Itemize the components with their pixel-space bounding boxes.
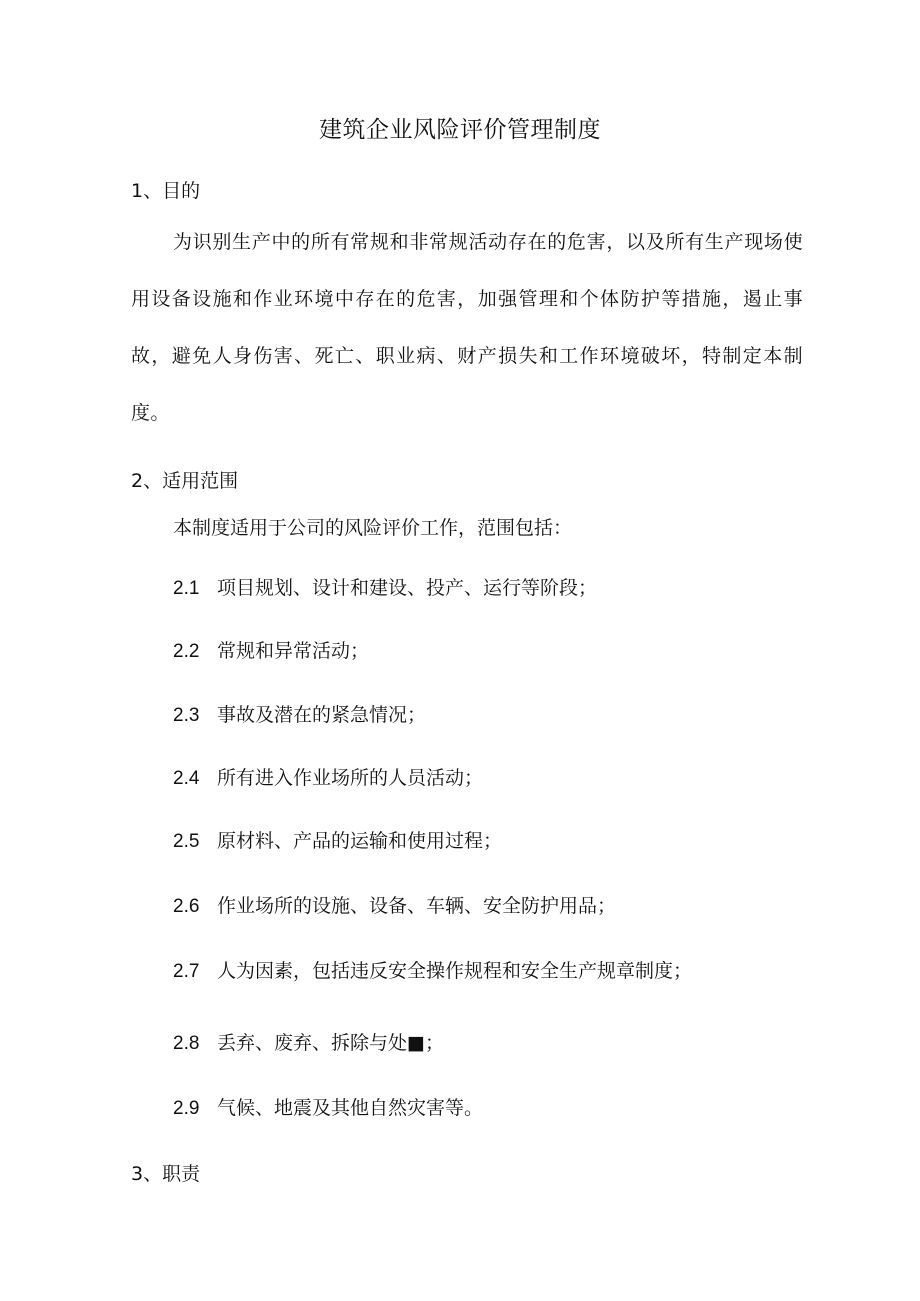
scope-item-text: 丢弃、废弃、拆除与处■； (217, 1032, 444, 1054)
scope-item (173, 637, 369, 666)
scope-item-number: 2.3 (173, 705, 200, 726)
scope-intro: 本制度适用于公司的风险评价工作，范围包括： (173, 517, 573, 539)
scope-item-number: 2.1 (173, 578, 200, 599)
section-heading-purpose: 1、目的 (131, 180, 201, 202)
section-heading-responsibilities: 3、职责 (131, 1163, 201, 1185)
scope-item-number: 2.6 (173, 896, 200, 917)
scope-item (173, 701, 426, 730)
scope-item (173, 957, 692, 986)
scope-item-number: 2.2 (173, 641, 200, 662)
scope-item-number: 2.8 (173, 1033, 200, 1054)
document-title: 建筑企业风险评价管理制度 (319, 117, 601, 143)
scope-item-text: 气候、地震及其他自然灾害等。 (217, 1097, 484, 1119)
scope-item-number: 2.9 (173, 1098, 200, 1119)
scope-item (173, 764, 483, 793)
scope-item-number: 2.5 (173, 831, 200, 852)
scope-item-text: 人为因素，包括违反安全操作规程和安全生产规章制度； (217, 960, 693, 982)
purpose-paragraph: 为识别生产中的所有常规和非常规活动存在的危害，以及所有生产现场使用设备设施和作业环境中存在的危害，加强管理和个体防护等措施，遏止事故，避免人身伤害、死亡、职业病、财产损失和工作环境破坏，特制定本制度。 (131, 231, 803, 424)
scope-item-text: 项目规划、设计和建设、投产、运行等阶段； (217, 577, 598, 599)
scope-item (173, 827, 502, 856)
scope-item-text: 常规和异常活动； (217, 640, 370, 662)
scope-item (173, 1029, 444, 1058)
scope-item (173, 574, 597, 603)
scope-item-text: 原材料、产品的运输和使用过程； (217, 830, 503, 852)
scope-item-text: 事故及潜在的紧急情况； (217, 704, 427, 726)
scope-item (173, 892, 616, 921)
scope-item (173, 1094, 483, 1123)
section-heading-scope: 2、适用范围 (131, 470, 239, 492)
scope-item-number: 2.7 (173, 961, 200, 982)
scope-item-text: 作业场所的设施、设备、车辆、安全防护用品； (217, 895, 617, 917)
scope-item-text: 所有进入作业场所的人员活动； (217, 767, 484, 789)
scope-item-number: 2.4 (173, 768, 200, 789)
